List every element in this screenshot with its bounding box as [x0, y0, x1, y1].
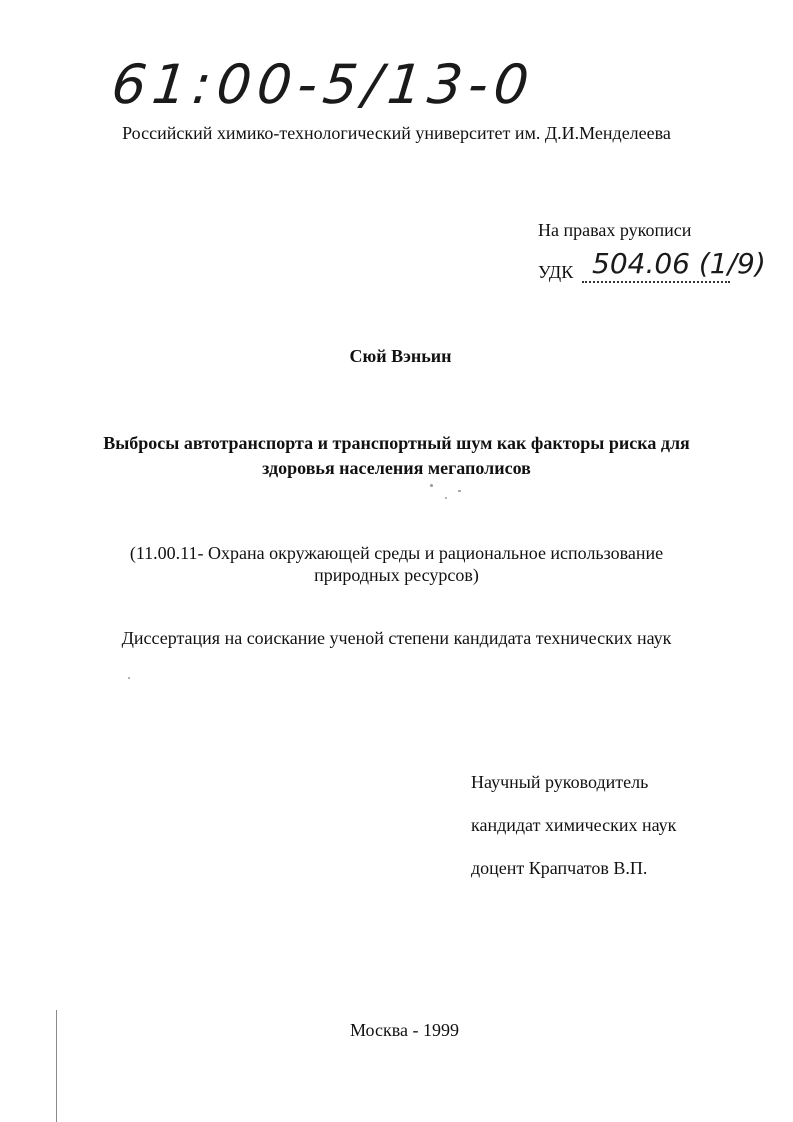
udk-dotted-line [582, 281, 730, 283]
author-name: Сюй Вэньин [349, 346, 452, 366]
dissertation-title-line-1: Выбросы автотранспорта и транспортный шум как факторы риска для [103, 433, 690, 453]
specialty-line-2: природных ресурсов) [314, 565, 479, 585]
institution-name: Российский химико-технологический университет им. Д.И.Менделеева [122, 123, 671, 143]
udk-handwritten-value: 504.06 (1/9) [592, 247, 766, 280]
scan-speck [445, 497, 447, 499]
city-year: Москва - 1999 [350, 1020, 459, 1040]
udk-label: УДК [538, 262, 574, 282]
supervisor-name: доцент Крапчатов В.П. [471, 858, 648, 878]
specialty-line-1: (11.00.11- Охрана окружающей среды и рациональное использование [129, 543, 664, 563]
scan-speck [128, 677, 130, 679]
scan-edge-line [56, 1010, 57, 1122]
dissertation-title-line-2: здоровья населения мегаполисов [262, 458, 531, 478]
degree-statement: Диссертация на соискание ученой степени кандидата технических наук [121, 628, 672, 648]
handwritten-archive-code: 61:00-5/13-0 [108, 53, 538, 116]
supervisor-heading: Научный руководитель [471, 772, 649, 792]
supervisor-degree: кандидат химических наук [471, 815, 677, 835]
rights-note: На правах рукописи [538, 220, 692, 240]
scan-speck [430, 484, 433, 487]
scan-speck [458, 490, 461, 492]
